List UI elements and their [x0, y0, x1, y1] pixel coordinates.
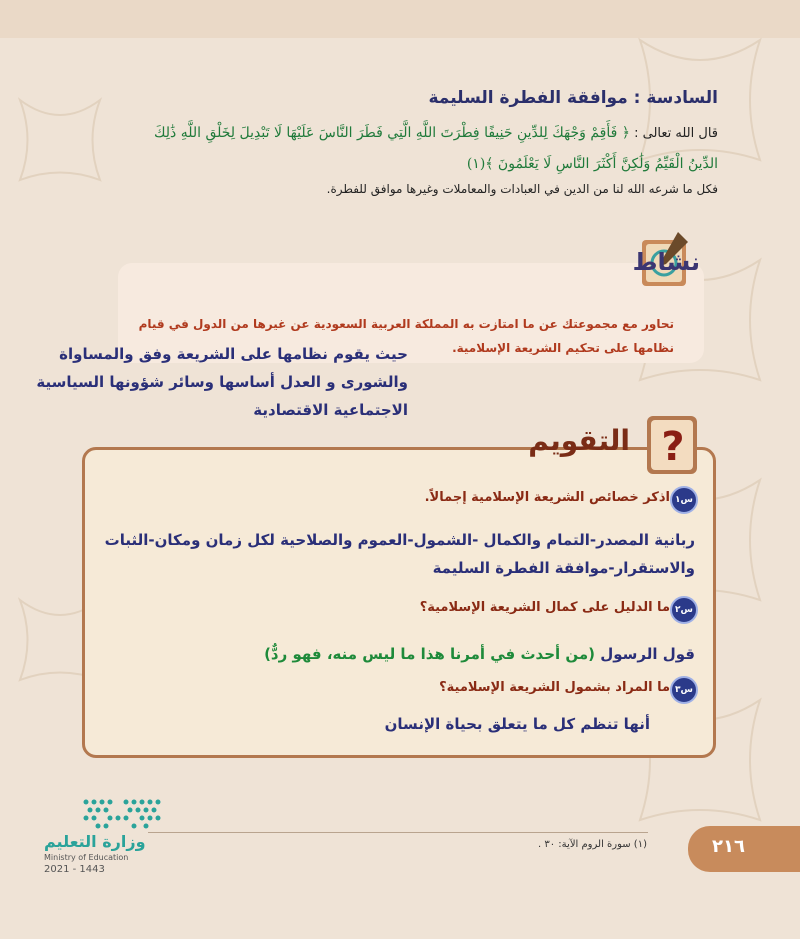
activity-answer: حيث يقوم نظامها على الشريعة وفق والمساواة والشورى و العدل أساسها وسائر شؤونها السياسية الاجتماعية الاقتصادية — [36, 345, 408, 419]
answer-2 — [95, 640, 695, 668]
question-mark-icon — [641, 408, 705, 482]
footnote: (١) سورة الروم الآية: ٣٠ . — [538, 839, 647, 850]
footnote-divider — [148, 832, 648, 833]
quran-verse-block — [68, 118, 718, 180]
answer-1: ربانية المصدر-التمام والكمال -الشمول-العموم والصلاحية لكل زمان ومكان-الثبات والاستقرار-موافقة الفطرة السليمة — [104, 531, 695, 577]
ministry-name-english: Ministry of Education — [44, 853, 129, 862]
quran-verse-line2: الدِّينُ الْقَيِّمُ وَلَٰكِنَّ أَكْثَرَ النَّاسِ لَا يَعْلَمُونَ ﴾(١) — [466, 156, 718, 172]
edition-year: 2021 - 1443 — [44, 864, 105, 875]
svg-text:?: ? — [661, 424, 685, 470]
answer-2-prefix: قول الرسول — [595, 645, 695, 663]
page-number: ٢١٦ — [712, 836, 745, 857]
activity-title: نشاط — [632, 248, 700, 276]
question-1-badge: س١ — [670, 486, 698, 514]
quran-intro: قال الله تعالى : — [629, 126, 718, 141]
section-heading: السادسة : موافقة الفطرة السليمة — [428, 88, 718, 108]
answer-3: أنها تنظم كل ما يتعلق بحياة الإنسان — [384, 715, 650, 733]
question-2: ما الدليل على كمال الشريعة الإسلامية؟ — [419, 600, 670, 615]
ministry-logo-icon — [80, 796, 166, 830]
question-1: اذكر خصائص الشريعة الإسلامية إجمالاً. — [424, 490, 670, 505]
activity-text: تحاور مع مجموعتك عن ما امتازت به المملكة العربية السعودية عن غيرها من الدول في قيام نظامها على تحكيم الشريعة الإسلامية. — [138, 317, 674, 355]
question-3-badge: س٣ — [670, 676, 698, 704]
quran-verse-line1: ﴿ فَأَقِمْ وَجْهَكَ لِلدِّينِ حَنِيفًا فِطْرَتَ اللَّهِ الَّتِي فَطَرَ النَّاسَ عَلَيْهَا لَا تَبْدِيلَ لِخَلْقِ اللَّهِ ذَٰلِكَ — [153, 125, 630, 141]
ministry-name-arabic: وزارة التعليم — [44, 832, 146, 851]
section-note: فكل ما شرعه الله لنا من الدين في العبادات والمعاملات وغيرها موافق للفطرة. — [326, 182, 718, 196]
top-band — [0, 0, 800, 38]
evaluation-title: التقويم — [528, 424, 630, 457]
question-2-badge: س٢ — [670, 596, 698, 624]
question-3: ما المراد بشمول الشريعة الإسلامية؟ — [439, 680, 670, 695]
answer-2-hadith: (من أحدث في أمرنا هذا ما ليس منه، فهو ردٌّ) — [264, 645, 596, 663]
